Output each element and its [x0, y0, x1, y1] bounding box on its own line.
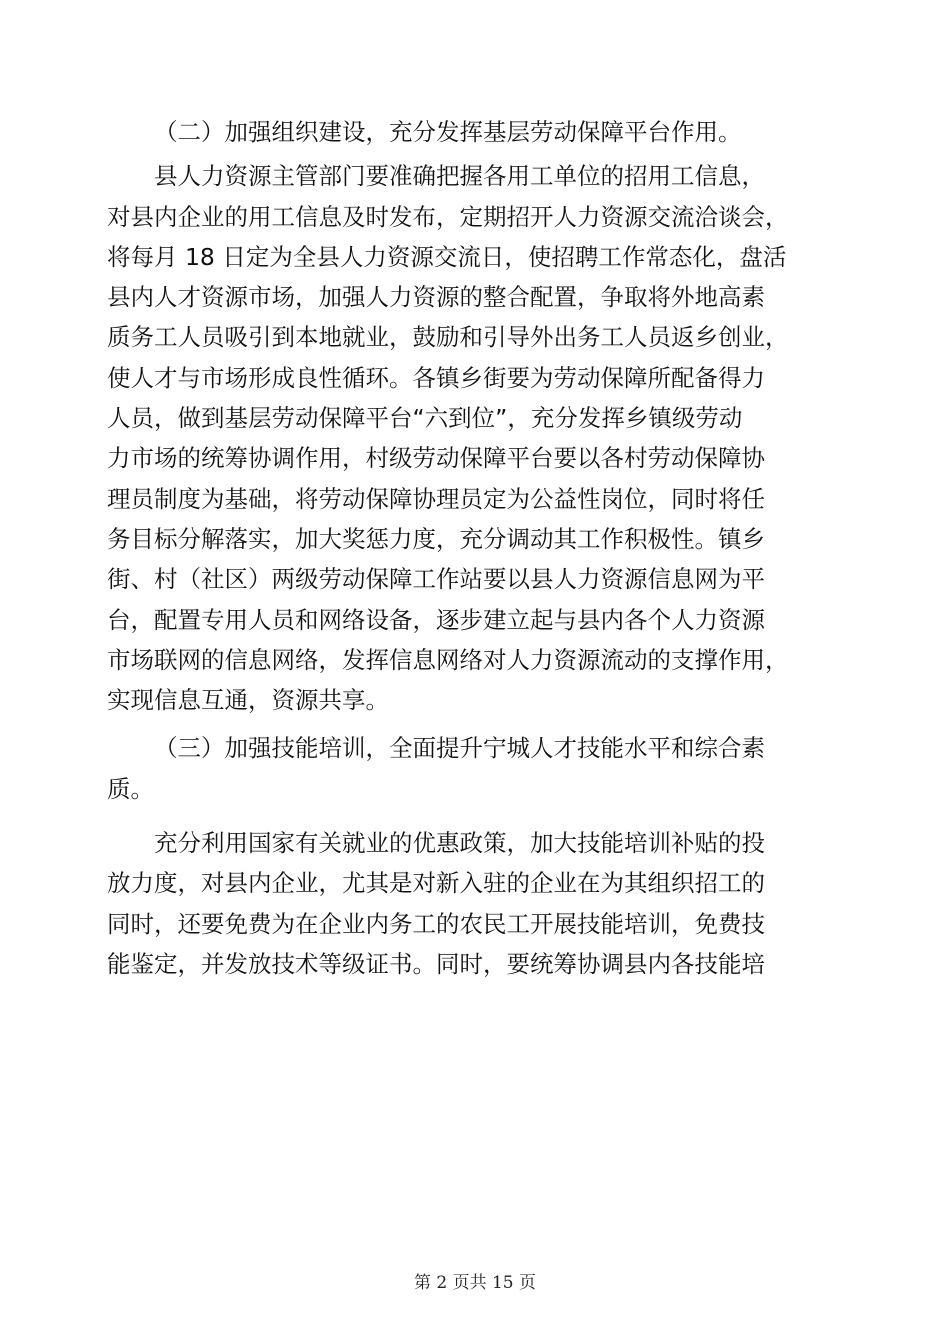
text-line: 质。 [107, 774, 154, 803]
text-line: 放力度，对县内企业，尤其是对新入驻的企业在为其组织招工的 [107, 869, 765, 898]
document-body [107, 112, 843, 984]
page-footer: 第 2 页共 15 页 [413, 1273, 537, 1293]
text-line: 同时，还要免费为在企业内务工的农民工开展技能培训，免费技 [107, 909, 765, 938]
text-line: 市场联网的信息网络，发挥信息网络对人力资源流动的支撑作用， [107, 645, 789, 674]
text-line: 质务工人员吸引到本地就业，鼓励和引导外出务工人员返乡创业， [107, 323, 789, 352]
text-line: 使人才与市场形成良性循环。各镇乡街要为劳动保障所配备得力 [107, 363, 765, 392]
text-line: 将每月 18 日定为全县人力资源交流日，使招聘工作常态化，盘活 [107, 242, 787, 271]
text-line: 人员，做到基层劳动保障平台“六到位”，充分发挥乡镇级劳动 [107, 404, 743, 433]
text-line: 理员制度为基础，将劳动保障协理员定为公益性岗位，同时将任 [107, 484, 765, 513]
text-line: （三）加强技能培训，全面提升宁城人才技能水平和综合素 [154, 734, 765, 763]
paragraph-body-2 [107, 823, 843, 984]
text-line: 街、村（社区）两级劳动保障工作站要以县人力资源信息网为平 [107, 565, 765, 594]
text-line: 力市场的统筹协调作用，村级劳动保障平台要以各村劳动保障协 [107, 444, 765, 473]
text-line: 务目标分解落实，加大奖惩力度，充分调动其工作积极性。镇乡 [107, 524, 765, 553]
paragraph-heading-3 [107, 728, 843, 809]
text-line: 实现信息互通，资源共享。 [107, 686, 389, 715]
text-line: 充分利用国家有关就业的优惠政策，加大技能培训补贴的投 [154, 829, 765, 858]
paragraph-heading-2 [107, 112, 843, 152]
text-line: 县内人才资源市场，加强人力资源的整合配置，争取将外地高素 [107, 283, 765, 312]
text-line: 对县内企业的用工信息及时发布，定期招开人力资源交流洽谈会， [107, 202, 789, 231]
paragraph-body-1 [107, 156, 843, 720]
text-line: 台，配置专用人员和网络设备，逐步建立起与县内各个人力资源 [107, 605, 765, 634]
text-line: 能鉴定，并发放技术等级证书。同时，要统筹协调县内各技能培 [107, 949, 765, 978]
text-line: （二）加强组织建设，充分发挥基层劳动保障平台作用。 [154, 118, 742, 146]
text-line: 县人力资源主管部门要准确把握各用工单位的招用工信息， [154, 162, 765, 191]
